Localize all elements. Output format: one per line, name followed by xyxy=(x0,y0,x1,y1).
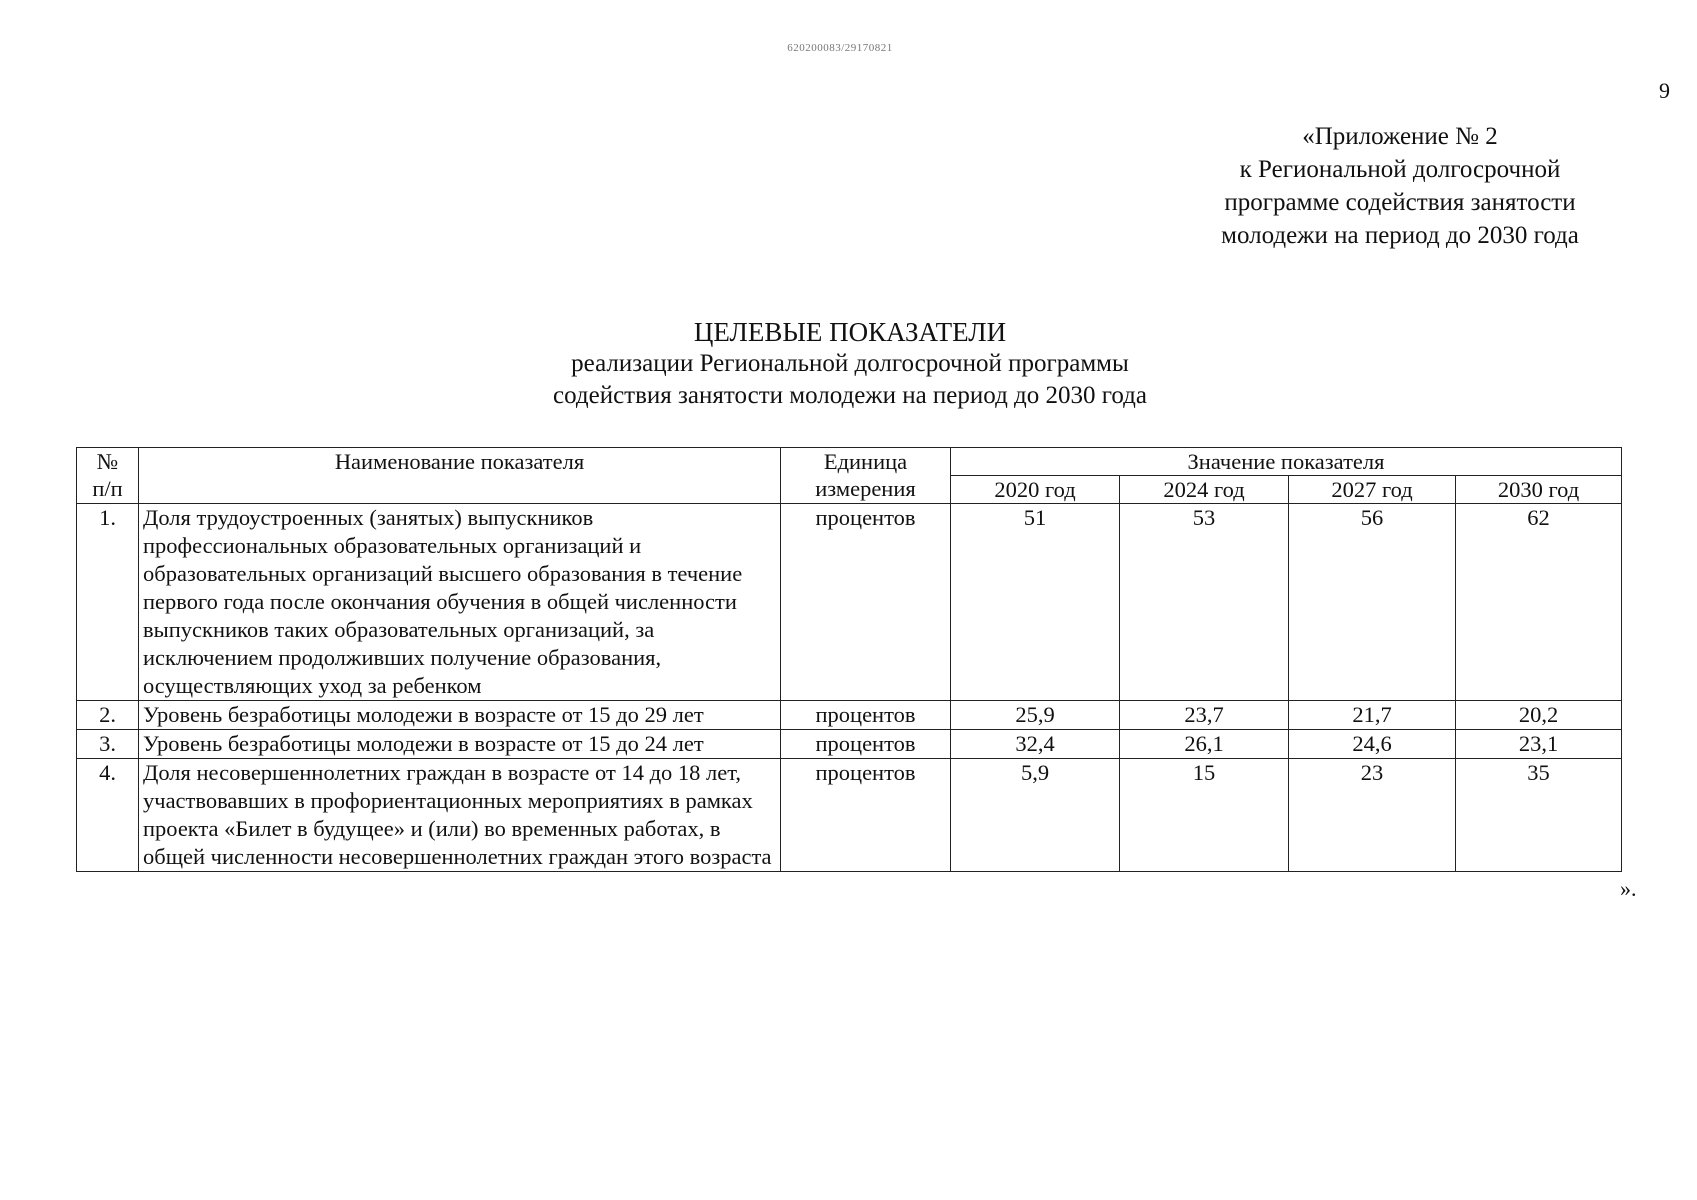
row-value: 25,9 xyxy=(951,701,1120,730)
header-year: 2020 год xyxy=(951,476,1120,504)
title-main: ЦЕЛЕВЫЕ ПОКАЗАТЕЛИ xyxy=(693,317,1007,347)
row-value: 26,1 xyxy=(1120,730,1289,759)
table-row xyxy=(77,730,1622,759)
row-value: 23,1 xyxy=(1456,730,1622,759)
header-name: Наименование показателя xyxy=(139,448,781,504)
title-line: содействия занятости молодежи на период до 2030 года xyxy=(553,382,1147,409)
appendix-line: к Региональной долгосрочной xyxy=(1239,156,1561,183)
indicators-table xyxy=(76,447,1622,872)
row-num: 2. xyxy=(77,701,139,730)
page-number: 9 xyxy=(1659,78,1670,103)
row-value: 53 xyxy=(1120,504,1289,701)
document-title xyxy=(320,316,1380,412)
title-line: реализации Региональной долгосрочной программы xyxy=(571,350,1129,377)
header-year: 2030 год xyxy=(1456,476,1622,504)
header-unit xyxy=(781,448,951,504)
header-row xyxy=(77,448,1622,476)
row-num: 3. xyxy=(77,730,139,759)
row-value: 35 xyxy=(1456,759,1622,872)
row-value: 24,6 xyxy=(1289,730,1456,759)
appendix-line: «Приложение № 2 xyxy=(1302,123,1498,150)
appendix-line: молодежи на период до 2030 года xyxy=(1221,222,1579,249)
row-unit: процентов xyxy=(781,759,951,872)
row-value: 21,7 xyxy=(1289,701,1456,730)
row-value: 23 xyxy=(1289,759,1456,872)
table-row xyxy=(77,701,1622,730)
row-unit: процентов xyxy=(781,504,951,701)
table-row xyxy=(77,759,1622,872)
row-value: 5,9 xyxy=(951,759,1120,872)
header-unit-line: Единица xyxy=(823,449,908,474)
document-code: 620200083/29170821 xyxy=(787,42,893,54)
row-value: 56 xyxy=(1289,504,1456,701)
header-year: 2027 год xyxy=(1289,476,1456,504)
row-unit: процентов xyxy=(781,730,951,759)
row-name: Доля несовершеннолетних граждан в возрасте от 14 до 18 лет, участвовавших в профориентационных мероприятиях в рамках проекта «Билет в будущее» и (или) во временных работах, в общей численности несовершеннолетних граждан этого возраста xyxy=(139,759,781,872)
row-value: 23,7 xyxy=(1120,701,1289,730)
row-value: 32,4 xyxy=(951,730,1120,759)
header-num-line: № xyxy=(96,449,119,474)
appendix-heading xyxy=(1150,120,1650,252)
row-value: 62 xyxy=(1456,504,1622,701)
row-value: 15 xyxy=(1120,759,1289,872)
row-num: 4. xyxy=(77,759,139,872)
header-num xyxy=(77,448,139,504)
row-unit: процентов xyxy=(781,701,951,730)
row-name: Доля трудоустроенных (занятых) выпускников профессиональных образовательных организаций и образовательных организаций высшего образования в течение первого года после окончания обучения в общей численности выпускников таких образовательных организаций, за исключением продолживших получение образования, осуществляющих уход за ребенком xyxy=(139,504,781,701)
header-year: 2024 год xyxy=(1120,476,1289,504)
row-value: 51 xyxy=(951,504,1120,701)
appendix-line: программе содействия занятости xyxy=(1224,189,1576,216)
table-row xyxy=(77,504,1622,701)
header-unit-line: измерения xyxy=(815,476,916,501)
row-num: 1. xyxy=(77,504,139,701)
row-name: Уровень безработицы молодежи в возрасте от 15 до 24 лет xyxy=(139,730,781,759)
closing-quote: ». xyxy=(1620,876,1637,901)
row-name: Уровень безработицы молодежи в возрасте от 15 до 29 лет xyxy=(139,701,781,730)
row-value: 20,2 xyxy=(1456,701,1622,730)
header-value-group: Значение показателя xyxy=(951,448,1622,476)
header-num-line: п/п xyxy=(92,476,123,501)
